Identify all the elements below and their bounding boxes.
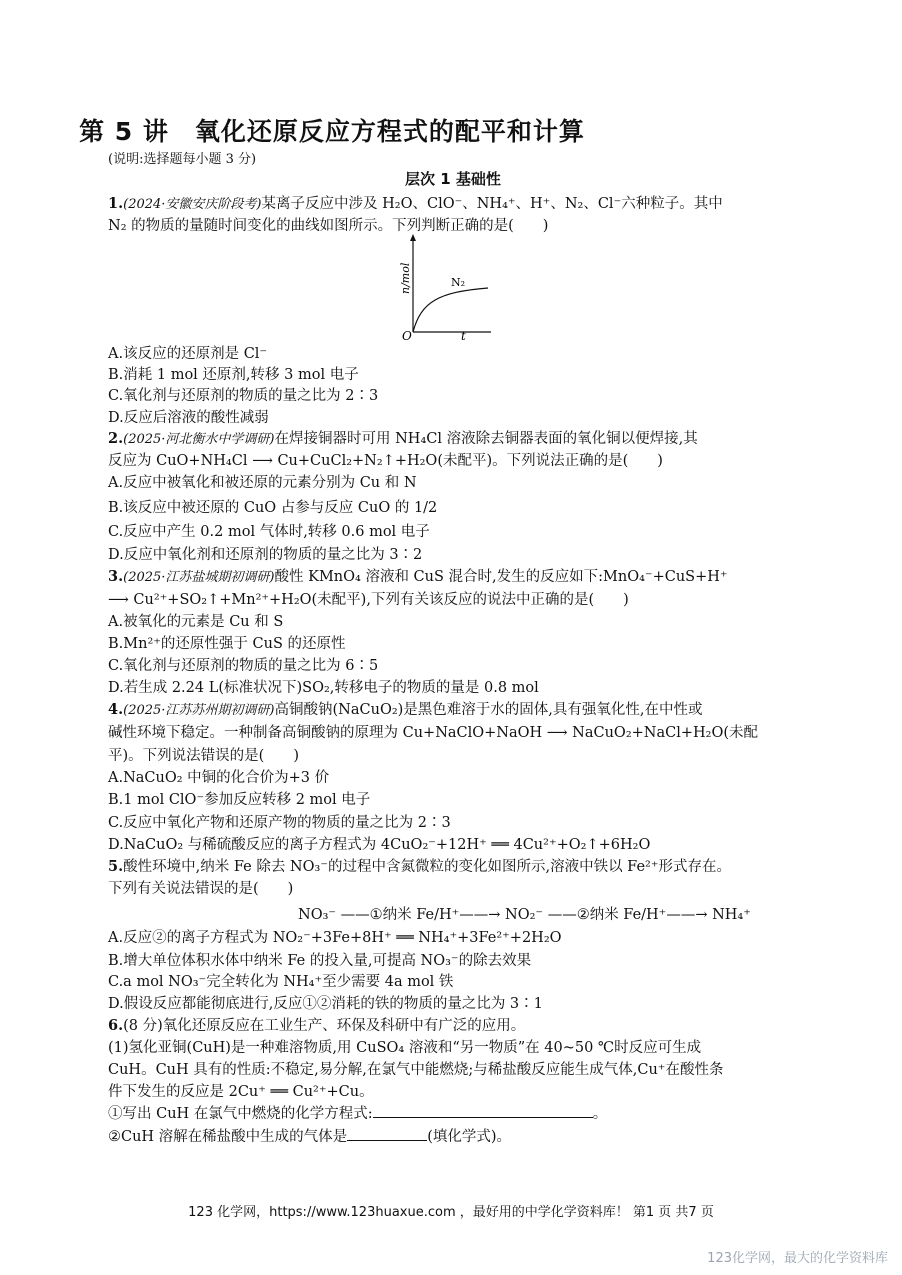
question-text: D.反应中氧化剂和还原剂的物质的量之比为 3∶2 (108, 547, 423, 563)
question-line (108, 1058, 723, 1079)
question-number: 1. (108, 195, 124, 212)
question-line (108, 788, 370, 809)
question-line (108, 406, 269, 427)
question-text: B.Mn²⁺的还原性强于 CuS 的还原性 (108, 636, 346, 652)
question-text: A.反应②的离子方程式为 NO₂⁻+3Fe+8H⁺ ══ NH₄⁺+3Fe²⁺+2H₂O (108, 930, 562, 946)
question-text: A.该反应的还原剂是 Cl⁻ (108, 346, 268, 362)
question-line (108, 588, 629, 609)
question-source: (2024·安徽安庆阶段考) (123, 197, 262, 212)
question-line (108, 1125, 511, 1146)
question-text: 某离子反应中涉及 H₂O、ClO⁻、NH₄⁺、H⁺、N₂、Cl⁻六种粒子。其中 (261, 196, 723, 212)
question-text: D.反应后溶液的酸性减弱 (108, 410, 269, 426)
answer-blank[interactable] (347, 1126, 427, 1141)
page-title: 第 5 讲 氧化还原反应方程式的配平和计算 (79, 117, 585, 146)
question-line (108, 520, 430, 541)
section-heading: 层次 1 基础性 (405, 170, 501, 188)
question-source: (2025·江苏苏州期初调研) (123, 703, 275, 718)
question-line (108, 926, 562, 947)
question-text: D.若生成 2.24 L(标准状况下)SO₂,转移电子的物质的量是 0.8 mol (108, 680, 539, 696)
y-axis-label: n/mol (399, 262, 412, 294)
question-line (108, 721, 758, 742)
question-source: (2025·河北衡水中学调研) (123, 432, 275, 447)
question-text: 酸性环境中,纳米 Fe 除去 NO₃⁻的过程中含氮微粒的变化如图所示,溶液中铁以 Fe²⁺形式存在。 (123, 859, 731, 875)
question-text: ①写出 CuH 在氯气中燃烧的化学方程式: (108, 1106, 373, 1122)
question-line (108, 992, 543, 1013)
question-line (108, 1102, 607, 1123)
question-text: C.a mol NO₃⁻完全转化为 NH₄⁺至少需要 4a mol 铁 (108, 974, 454, 990)
question-text: C.氧化剂与还原剂的物质的量之比为 6∶5 (108, 658, 379, 674)
y-axis-arrow (410, 234, 416, 241)
origin-label: O (402, 329, 412, 342)
question-text: C.反应中产生 0.2 mol 气体时,转移 0.6 mol 电子 (108, 524, 430, 540)
question-stem (108, 855, 731, 876)
question-text: B.该反应中被还原的 CuO 占参与反应 CuO 的 1/2 (108, 500, 438, 516)
question-text: 件下发生的反应是 2Cu⁺ ══ Cu²⁺+Cu。 (108, 1084, 374, 1100)
page-footer: 123 化学网，https://www.123huaxue.com ，最好用的中学化学资料库！ 第1 页 共7 页 (188, 1205, 714, 1220)
question-text: 酸性 KMnO₄ 溶液和 CuS 混合时,发生的反应如下:MnO₄⁻+CuS+H⁺ (274, 569, 728, 585)
question-line (298, 903, 751, 924)
question-line (108, 1036, 701, 1057)
question-text: N₂ 的物质的量随时间变化的曲线如图所示。下列判断正确的是( ) (108, 218, 549, 234)
watermark: 123化学网，最大的化学资料库 (707, 1251, 888, 1266)
question-text: 反应为 CuO+NH₄Cl ⟶ Cu+CuCl₂+N₂↑+H₂O(未配平)。下列说法正确的是( ) (108, 453, 663, 469)
question-line (108, 949, 531, 970)
question-line (108, 676, 539, 697)
question-line (108, 1080, 374, 1101)
question-text: 碱性环境下稳定。一种制备高铜酸钠的原理为 Cu+NaClO+NaOH ⟶ NaCuO₂+NaCl+H₂O(未配 (108, 725, 758, 741)
question-line (108, 877, 293, 898)
question-source: (2025·江苏盐城期初调研) (123, 570, 275, 585)
answer-blank[interactable] (373, 1103, 593, 1118)
question-line (108, 654, 378, 675)
question-line (108, 632, 346, 653)
question-text: 高铜酸钠(NaCuO₂)是黑色难溶于水的固体,具有强氧化性,在中性或 (274, 702, 703, 718)
question-line (108, 384, 378, 405)
question-text: A.反应中被氧化和被还原的元素分别为 Cu 和 N (108, 475, 417, 491)
question-line (108, 363, 359, 384)
question-text: (8 分)氧化还原反应在工业生产、环保及科研中有广泛的应用。 (123, 1018, 526, 1034)
question-text: A.被氧化的元素是 Cu 和 S (108, 614, 284, 630)
question-text: B.消耗 1 mol 还原剂,转移 3 mol 电子 (108, 367, 359, 383)
question-text: 平)。下列说法错误的是( ) (108, 748, 299, 764)
question-line (108, 744, 299, 765)
x-axis-label: t (461, 329, 466, 342)
question-number: 2. (108, 430, 124, 447)
question-line (108, 610, 283, 631)
question-text: NO₃⁻ ——①纳米 Fe/H⁺——→ NO₂⁻ ——②纳米 Fe/H⁺——→ NH₄⁺ (298, 907, 751, 923)
question-number: 5. (108, 858, 124, 875)
question-text: C.反应中氧化产物和还原产物的物质的量之比为 2∶3 (108, 815, 451, 831)
question-text: B.1 mol ClO⁻参加反应转移 2 mol 电子 (108, 792, 371, 808)
question-stem (108, 192, 723, 213)
question-text: D.NaCuO₂ 与稀硫酸反应的离子方程式为 4CuO₂⁻+12H⁺ ══ 4Cu²⁺+O₂↑+6H₂O (108, 837, 651, 853)
question-stem (108, 427, 698, 448)
question-text: A.NaCuO₂ 中铜的化合价为+3 价 (108, 770, 330, 786)
question-line (108, 449, 663, 470)
question-text: 在焊接铜器时可用 NH₄Cl 溶液除去铜器表面的氧化铜以便焊接,其 (274, 431, 698, 447)
n2-time-graph (393, 232, 503, 342)
question-line (108, 496, 437, 517)
question-text: 下列有关说法错误的是( ) (108, 881, 294, 897)
question-text: B.增大单位体积水体中纳米 Fe 的投入量,可提高 NO₃⁻的除去效果 (108, 953, 532, 969)
question-line (108, 543, 422, 564)
n2-curve (413, 288, 488, 332)
question-text: C.氧化剂与还原剂的物质的量之比为 2∶3 (108, 388, 379, 404)
question-number: 6. (108, 1017, 124, 1034)
question-line (108, 342, 267, 363)
question-number: 4. (108, 701, 124, 718)
question-text: ②CuH 溶解在稀盐酸中生成的气体是 (108, 1129, 348, 1145)
question-stem (108, 698, 703, 719)
question-line (108, 471, 417, 492)
scoring-note: (说明:选择题每小题 3 分) (108, 152, 257, 167)
question-text: ⟶ Cu²⁺+SO₂↑+Mn²⁺+H₂O(未配平),下列有关该反应的说法中正确的是( ) (108, 592, 629, 608)
question-text: D.假设反应都能彻底进行,反应①②消耗的铁的物质的量之比为 3∶1 (108, 996, 543, 1012)
question-stem (108, 1014, 525, 1035)
question-line (108, 811, 451, 832)
question-line (108, 970, 453, 991)
question-line (108, 833, 650, 854)
curve-label: N₂ (451, 276, 466, 289)
question-stem (108, 565, 728, 586)
question-text-tail: (填化学式)。 (427, 1129, 512, 1145)
question-text-tail: 。 (592, 1106, 608, 1122)
question-number: 3. (108, 568, 124, 585)
question-text: (1)氢化亚铜(CuH)是一种难溶物质,用 CuSO₄ 溶液和“另一物质”在 40~50 ℃时反应可生成 (108, 1040, 702, 1056)
question-text: CuH。CuH 具有的性质:不稳定,易分解,在氯气中能燃烧;与稀盐酸反应能生成气体,Cu⁺在酸性条 (108, 1062, 724, 1078)
question-line (108, 766, 329, 787)
